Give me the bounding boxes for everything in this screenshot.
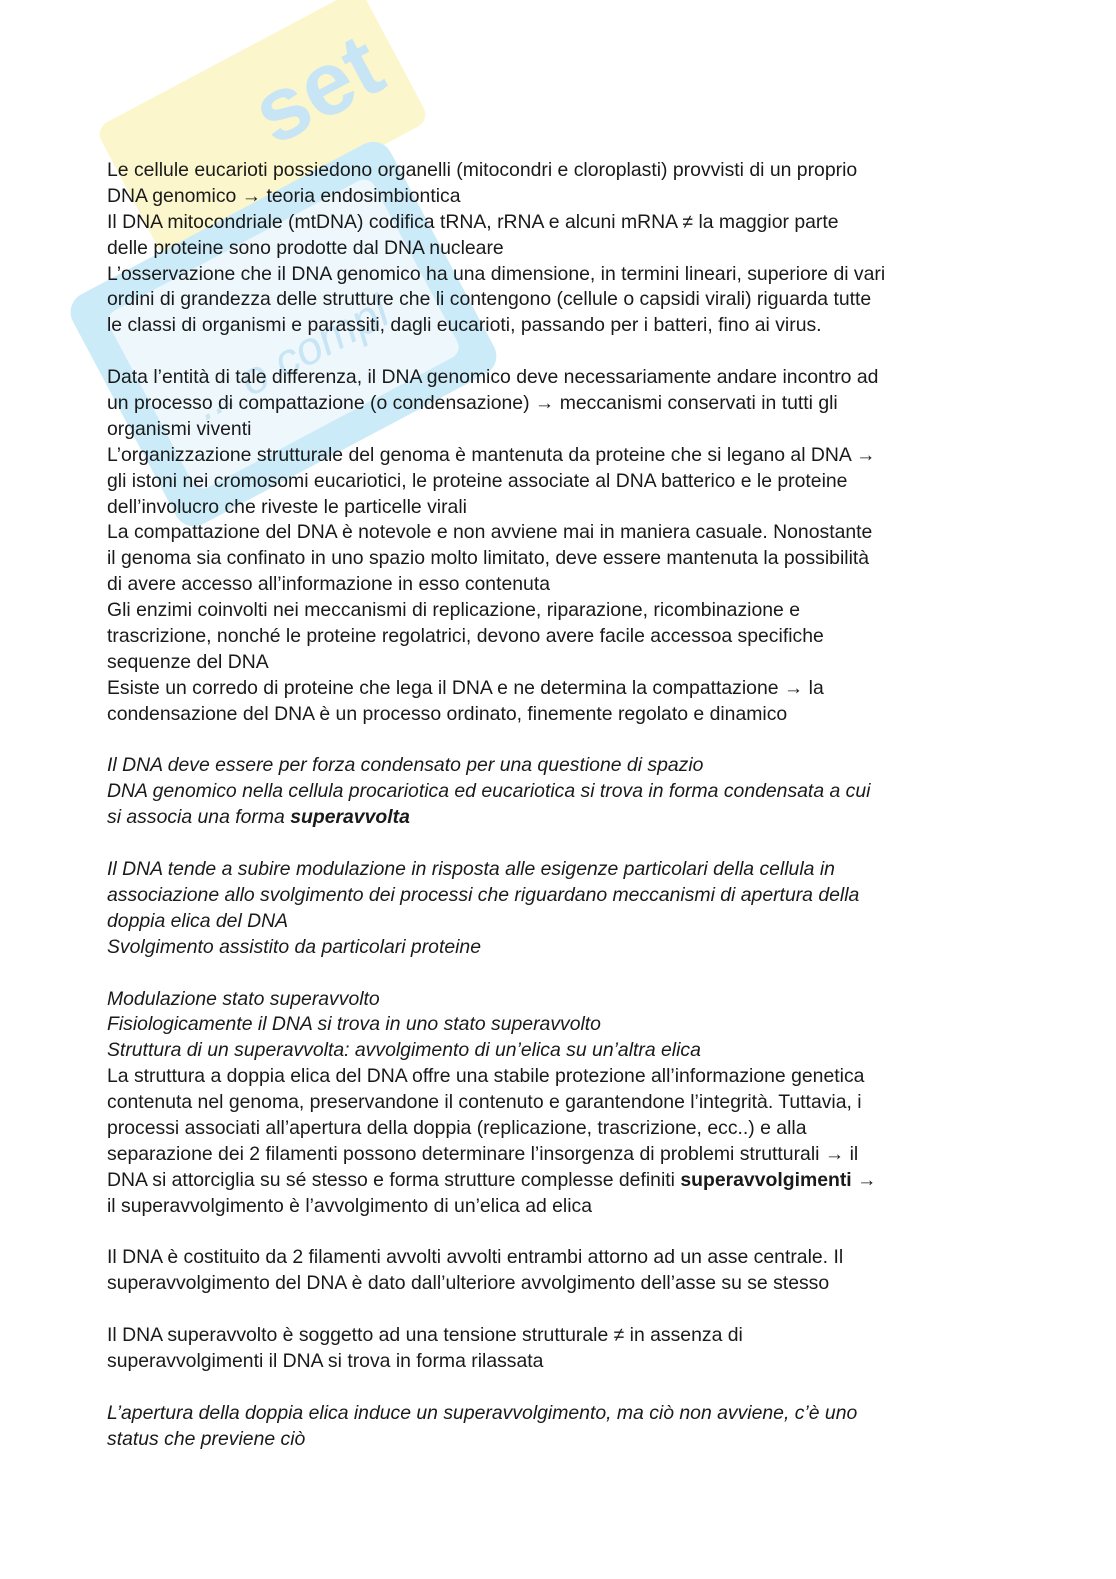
line-text: separazione dei 2 filamenti possono determinare l’insorgenza di problemi strutturali → il xyxy=(107,1142,859,1165)
line-text: Fisiologicamente il DNA si trova in uno stato superavvolto xyxy=(107,1013,601,1036)
line-text: associazione allo svolgimento dei processi che riguardano meccanismi di apertura della xyxy=(107,883,860,906)
text-line xyxy=(107,262,1007,288)
line-text: DNA genomico nella cellula procariotica ed eucariotica si trova in forma condensata a cui xyxy=(107,780,871,803)
paragraph xyxy=(107,365,1007,727)
text-line xyxy=(107,702,1007,728)
paragraph xyxy=(107,1323,1007,1375)
text-line xyxy=(107,365,1007,391)
paragraph-gap xyxy=(107,1375,1007,1401)
paragraph-gap xyxy=(107,1220,1007,1246)
text-line xyxy=(107,313,1007,339)
line-text: Il DNA tende a subire modulazione in risposta alle esigenze particolari della cellula in xyxy=(107,858,835,881)
line-text: Il DNA deve essere per forza condensato per una questione di spazio xyxy=(107,754,704,777)
line-text: superavvolgimento del DNA è dato dall’ulteriore avvolgimento dell’asse su se stesso xyxy=(107,1272,830,1295)
line-text: Data l’entità di tale differenza, il DNA genomico deve necessariamente andare incontro ad xyxy=(107,366,879,389)
text-line xyxy=(107,546,1007,572)
text-line xyxy=(107,1401,1007,1427)
text-line xyxy=(107,1323,1007,1349)
text-line xyxy=(107,417,1007,443)
line-text: di avere accesso all’informazione in esso contenuta xyxy=(107,573,551,596)
line-text: Le cellule eucarioti possiedono organelli (mitocondri e cloroplasti) provvisti di un proprio xyxy=(107,159,858,181)
text-line xyxy=(107,1168,1007,1194)
line-text: trascrizione, nonché le proteine regolatrici, devono avere facile accessoa specifiche xyxy=(107,625,824,648)
text-line xyxy=(107,572,1007,598)
text-line xyxy=(107,624,1007,650)
text-line xyxy=(107,987,1007,1013)
line-text: il superavvolgimento è l’avvolgimento di un’elica ad elica xyxy=(107,1194,593,1217)
line-text: organismi viventi xyxy=(107,417,252,440)
text-line xyxy=(107,857,1007,883)
line-text: Svolgimento assistito da particolari proteine xyxy=(107,935,481,958)
line-text: si associa una forma xyxy=(107,806,291,829)
line-text: superavvolgimenti il DNA si trova in forma rilassata xyxy=(107,1349,544,1372)
line-text: status che previene ciò xyxy=(107,1427,306,1450)
paragraph-gap xyxy=(107,1297,1007,1323)
text-line xyxy=(107,1116,1007,1142)
text-line xyxy=(107,1245,1007,1271)
text-line xyxy=(107,1090,1007,1116)
line-text: sequenze del DNA xyxy=(107,650,269,673)
text-line xyxy=(107,598,1007,624)
text-line xyxy=(107,1349,1007,1375)
text-line xyxy=(107,1271,1007,1297)
text-line xyxy=(107,495,1007,521)
line-text: delle proteine sono prodotte dal DNA nucleare xyxy=(107,236,504,259)
text-line xyxy=(107,1142,1007,1168)
line-text: ordini di grandezza delle strutture che li contengono (cellule o capsidi virali) riguarda tutte xyxy=(107,288,872,311)
line-text: L’apertura della doppia elica induce un superavvolgimento, ma ciò non avviene, c’è uno xyxy=(107,1401,858,1424)
bold-term: superavvolgimenti → xyxy=(680,1168,877,1191)
line-text: Esiste un corredo di proteine che lega il DNA e ne determina la compattazione → la xyxy=(107,676,824,699)
line-text: DNA genomico → teoria endosimbiontica xyxy=(107,184,461,207)
paragraph-gap xyxy=(107,728,1007,754)
paragraph xyxy=(107,753,1007,831)
line-text: contenuta nel genoma, preservandone il contenuto e garantendone l’integrità. Tuttavia, i xyxy=(107,1091,862,1114)
text-line xyxy=(107,210,1007,236)
line-text: il genoma sia confinato in uno spazio molto limitato, deve essere mantenuta la possibilità xyxy=(107,547,870,570)
watermark-text-top: set xyxy=(236,14,399,165)
paragraph-gap xyxy=(107,339,1007,365)
paragraph xyxy=(107,1245,1007,1297)
text-line xyxy=(107,1038,1007,1064)
line-text: L’organizzazione strutturale del genoma è mantenuta da proteine che si legano al DNA → xyxy=(107,443,876,466)
line-text: Il DNA mitocondriale (mtDNA) codifica tRNA, rRNA e alcuni mRNA ≠ la maggior parte xyxy=(107,210,839,233)
text-line xyxy=(107,805,1007,831)
line-text: Modulazione stato superavvolto xyxy=(107,987,380,1010)
text-line xyxy=(107,1427,1007,1453)
text-line xyxy=(107,1064,1007,1090)
line-text: La struttura a doppia elica del DNA offre una stabile protezione all’informazione genetica xyxy=(107,1065,865,1088)
watermark-text-side: ... o compl xyxy=(185,284,398,430)
line-text: dell’involucro che riveste le particelle virali xyxy=(107,495,467,518)
paragraph xyxy=(107,1401,1007,1453)
paragraph xyxy=(107,987,1007,1220)
line-text: La compattazione del DNA è notevole e non avviene mai in maniera casuale. Nonostante xyxy=(107,521,873,544)
text-line xyxy=(107,287,1007,313)
text-line xyxy=(107,1012,1007,1038)
text-line xyxy=(107,676,1007,702)
text-line xyxy=(107,779,1007,805)
text-line xyxy=(107,158,1007,184)
paragraph-gap xyxy=(107,961,1007,987)
line-text: processi associati all’apertura della doppia (replicazione, trascrizione, ecc..) e alla xyxy=(107,1116,807,1139)
text-line xyxy=(107,650,1007,676)
document-body xyxy=(107,158,1007,1453)
line-text: Struttura di un superavvolta: avvolgimento di un’elica su un’altra elica xyxy=(107,1039,701,1062)
text-line xyxy=(107,935,1007,961)
text-line xyxy=(107,236,1007,262)
line-text: doppia elica del DNA xyxy=(107,909,289,932)
line-text: DNA si attorciglia su sé stesso e forma strutture complesse definiti xyxy=(107,1168,681,1191)
line-text: un processo di compattazione (o condensazione) → meccanismi conservati in tutti gli xyxy=(107,392,838,415)
text-line xyxy=(107,909,1007,935)
line-text: condensazione del DNA è un processo ordinato, finemente regolato e dinamico xyxy=(107,702,788,725)
text-line xyxy=(107,391,1007,417)
paragraph xyxy=(107,158,1007,339)
line-text: L’osservazione che il DNA genomico ha una dimensione, in termini lineari, superiore di vari xyxy=(107,262,886,285)
line-text: Gli enzimi coinvolti nei meccanismi di replicazione, riparazione, ricombinazione e xyxy=(107,599,800,622)
text-line xyxy=(107,469,1007,495)
text-line xyxy=(107,1194,1007,1220)
line-text: Il DNA è costituito da 2 filamenti avvolti avvolti entrambi attorno ad un asse centrale. Il xyxy=(107,1246,844,1269)
text-line xyxy=(107,753,1007,779)
text-line xyxy=(107,883,1007,909)
bold-term: superavvolta xyxy=(290,806,410,829)
text-line xyxy=(107,184,1007,210)
line-text: le classi di organismi e parassiti, dagli eucarioti, passando per i batteri, fino ai virus. xyxy=(107,314,822,337)
text-line xyxy=(107,443,1007,469)
paragraph-gap xyxy=(107,831,1007,857)
line-text: gli istoni nei cromosomi eucariotici, le proteine associate al DNA batterico e le proteine xyxy=(107,469,848,492)
text-line xyxy=(107,520,1007,546)
paragraph xyxy=(107,857,1007,961)
line-text: Il DNA superavvolto è soggetto ad una tensione strutturale ≠ in assenza di xyxy=(107,1324,743,1347)
